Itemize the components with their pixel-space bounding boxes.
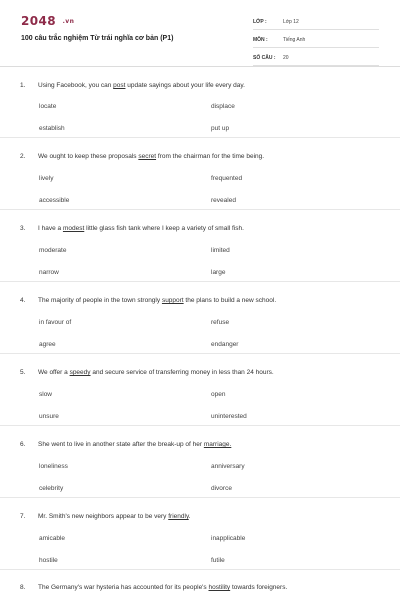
question-text-before: The majority of people in the town strongly <box>38 297 162 304</box>
question-stem <box>20 369 274 376</box>
option-d[interactable]: large <box>211 269 226 276</box>
logo-suffix: .vn <box>62 18 75 25</box>
question-text-before: The Germany's war hysteria has accounted for its people's <box>38 584 209 591</box>
question-text-before: She went to live in another state after the break-up of her <box>38 441 204 448</box>
meta-label-class: LỚP : <box>253 18 267 25</box>
meta-value-class: Lớp 12 <box>283 18 299 25</box>
question-text-after: and secure service of transferring money in less than 24 hours. <box>90 369 274 376</box>
option-b[interactable]: frequented <box>211 175 243 182</box>
question-text-after: update sayings about your life every day. <box>125 82 245 89</box>
meta-value-count: 20 <box>283 54 289 61</box>
question-target-word: modest <box>62 225 85 232</box>
worksheet-header <box>0 0 400 67</box>
option-d[interactable]: revealed <box>211 197 236 204</box>
option-c[interactable]: establish <box>39 125 65 132</box>
question-stem <box>20 153 264 160</box>
option-d[interactable]: endanger <box>211 341 239 348</box>
question-number: 3. <box>20 225 26 232</box>
option-b[interactable]: open <box>211 391 226 398</box>
site-logo[interactable] <box>21 14 74 28</box>
question-number: 2. <box>20 153 26 160</box>
question-number: 6. <box>20 441 26 448</box>
meta-value-subject: Tiếng Anh <box>283 36 306 43</box>
meta-label-subject: MÔN : <box>253 36 268 43</box>
option-b[interactable]: anniversary <box>211 463 245 470</box>
question-target-word: secret <box>138 153 157 160</box>
option-a[interactable]: moderate <box>39 247 67 254</box>
option-b[interactable]: limited <box>211 247 230 254</box>
meta-row-class <box>253 14 379 30</box>
option-c[interactable]: narrow <box>39 269 59 276</box>
meta-row-subject <box>253 32 379 48</box>
question-stem <box>20 441 231 448</box>
worksheet-title: 100 câu trắc nghiệm Từ trái nghĩa cơ bản (P1) <box>21 35 174 42</box>
question-stem <box>20 513 191 520</box>
question-target-word: post <box>113 82 126 89</box>
option-d[interactable]: futile <box>211 557 225 564</box>
question-text-before: We ought to keep these proposals <box>38 153 139 160</box>
option-a[interactable]: slow <box>39 391 53 398</box>
question-stem <box>20 225 244 232</box>
question-stem <box>20 584 287 591</box>
question-text-before: We offer a <box>38 369 70 376</box>
option-d[interactable]: put up <box>211 125 230 132</box>
option-d[interactable]: divorce <box>211 485 232 492</box>
question-target-word: hostility <box>208 584 231 591</box>
question-text-after: from the chairman for the time being. <box>156 153 265 160</box>
option-a[interactable]: loneliness <box>39 463 68 470</box>
logo-main: 2048 <box>21 14 56 28</box>
question-target-word: speedy <box>69 369 91 376</box>
question-3 <box>0 210 400 282</box>
question-stem <box>20 82 245 89</box>
question-1 <box>0 66 400 138</box>
meta-row-count <box>253 50 379 66</box>
question-text-after: . <box>188 513 191 520</box>
question-target-word: friendly <box>168 513 189 520</box>
question-number: 4. <box>20 297 26 304</box>
question-text-after: little glass fish tank where I keep a variety of small fish. <box>84 225 244 232</box>
option-c[interactable]: accessible <box>39 197 70 204</box>
option-b[interactable]: refuse <box>211 319 230 326</box>
question-number: 8. <box>20 584 26 591</box>
option-a[interactable]: amicable <box>39 535 66 542</box>
option-a[interactable]: lively <box>39 175 54 182</box>
question-target-word: marriage. <box>203 441 232 448</box>
question-text-before: Mr. Smith's new neighbors appear to be very <box>38 513 169 520</box>
option-c[interactable]: hostile <box>39 557 58 564</box>
option-b[interactable]: inapplicable <box>211 535 246 542</box>
question-text-before: Using Facebook, you can <box>38 82 114 89</box>
question-number: 5. <box>20 369 26 376</box>
option-d[interactable]: uninterested <box>211 413 247 420</box>
worksheet-meta <box>253 14 379 68</box>
meta-label-count: SỐ CÂU : <box>253 54 276 61</box>
question-text-after: the plans to build a new school. <box>183 297 277 304</box>
question-2 <box>0 138 400 210</box>
question-5 <box>0 354 400 426</box>
question-number: 1. <box>20 82 26 89</box>
question-stem <box>20 297 276 304</box>
option-a[interactable]: locate <box>39 103 57 110</box>
option-c[interactable]: agree <box>39 341 56 348</box>
question-text-after: towards foreigners. <box>230 584 288 591</box>
question-target-word: support <box>161 297 184 304</box>
question-6 <box>0 426 400 498</box>
option-b[interactable]: displace <box>211 103 235 110</box>
question-text-before: I have a <box>38 225 63 232</box>
question-number: 7. <box>20 513 26 520</box>
option-a[interactable]: in favour of <box>39 319 72 326</box>
option-c[interactable]: celebrity <box>39 485 64 492</box>
question-8 <box>0 570 400 600</box>
question-7 <box>0 498 400 570</box>
option-c[interactable]: unsure <box>39 413 59 420</box>
question-4 <box>0 282 400 354</box>
